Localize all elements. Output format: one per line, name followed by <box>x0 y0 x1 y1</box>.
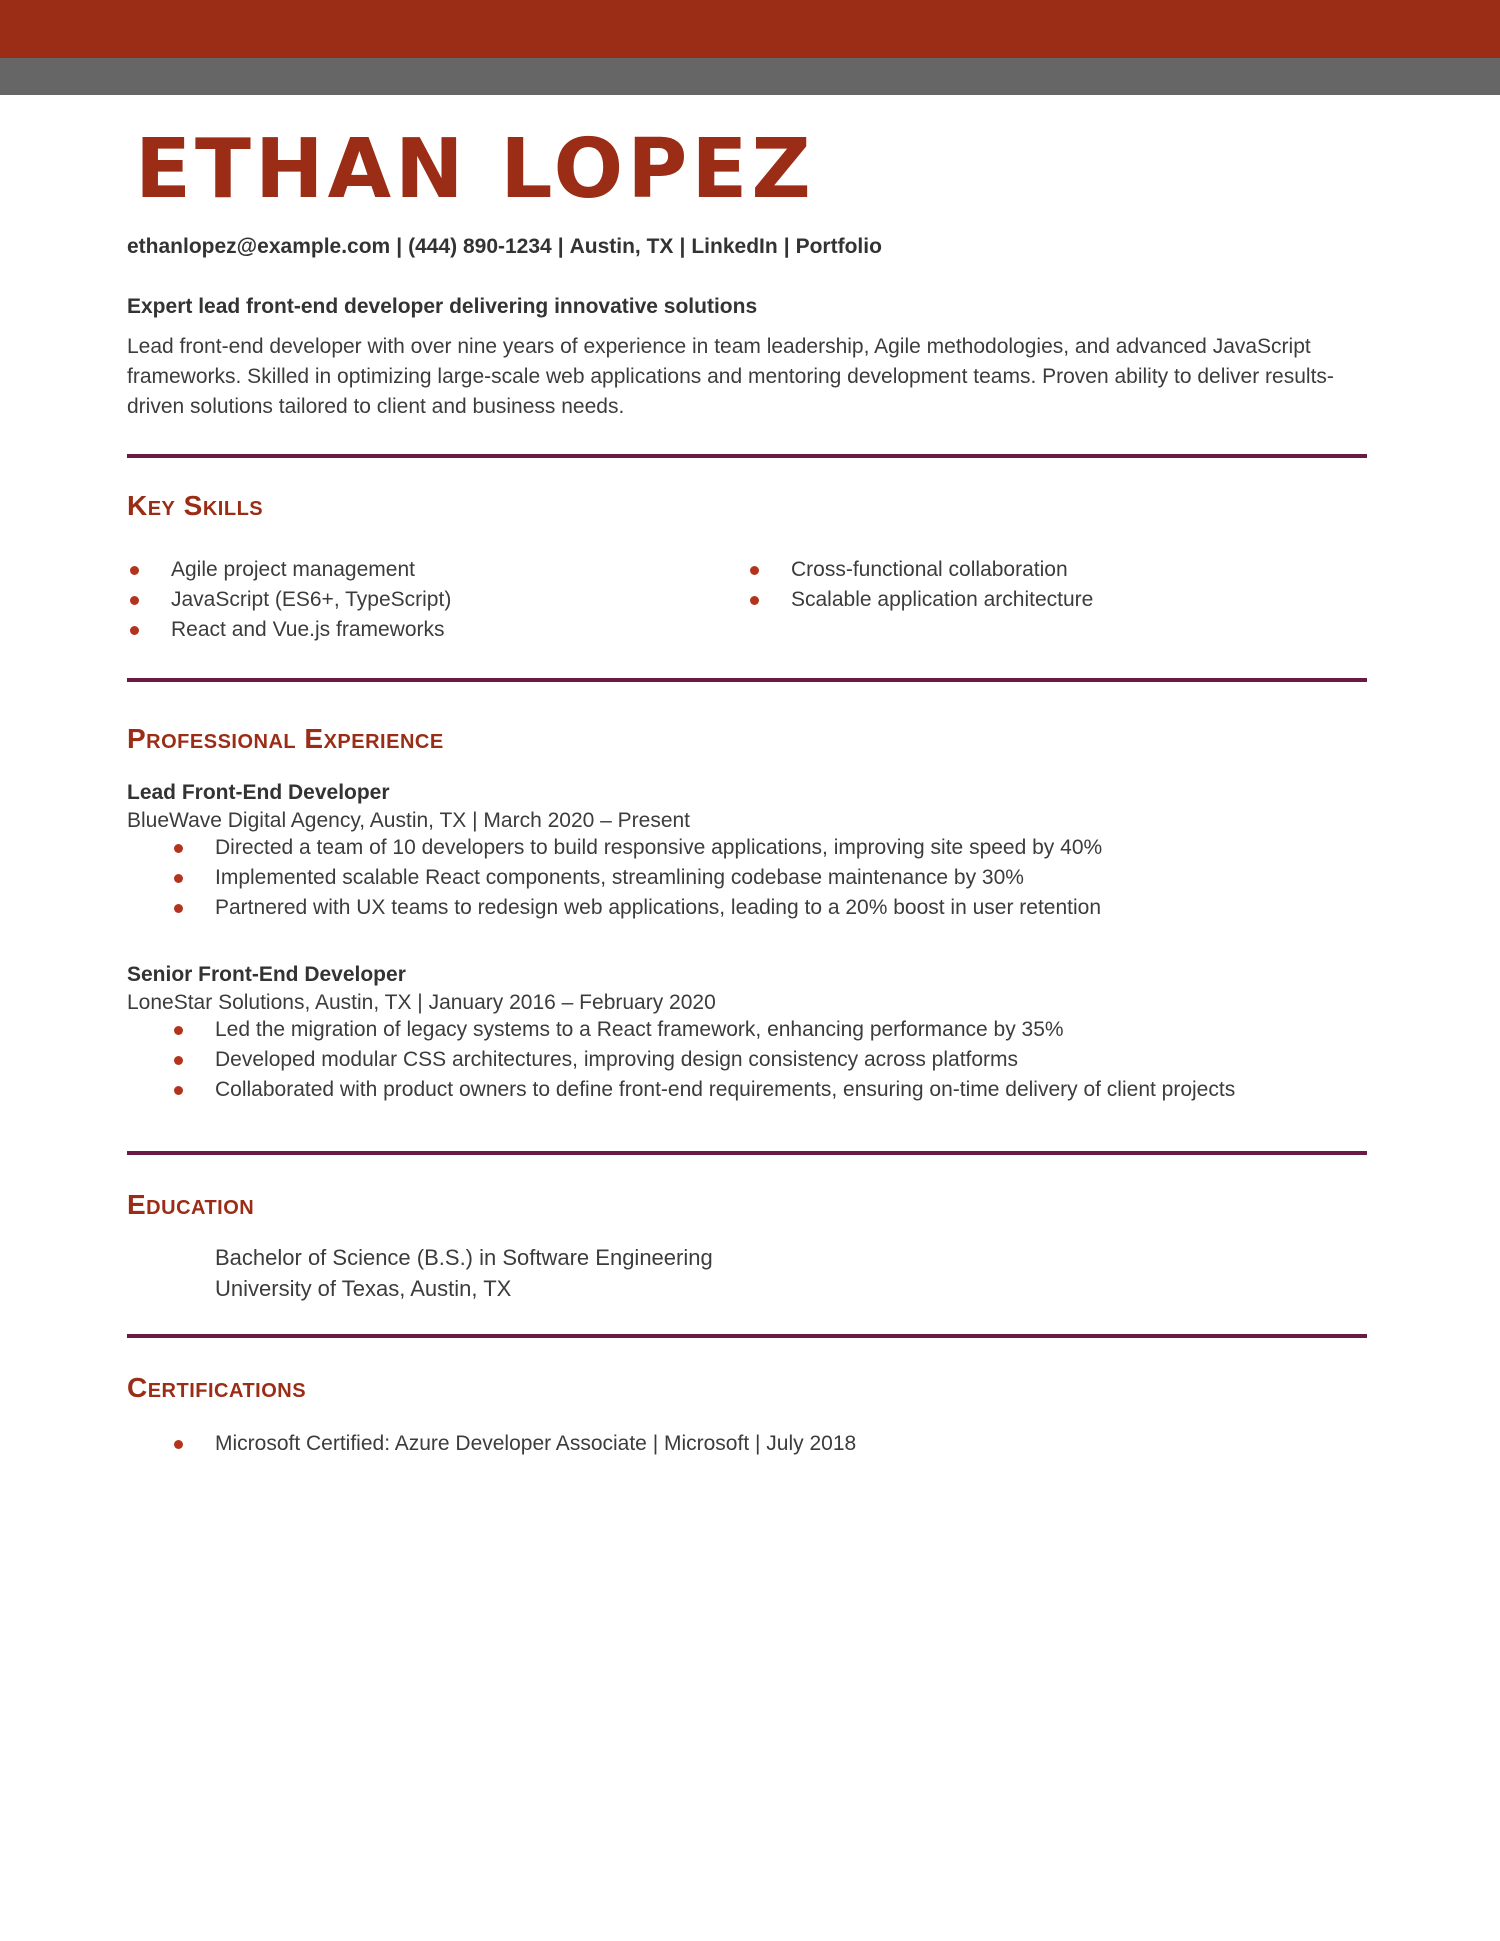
job-bullet: Implemented scalable React components, streamlining codebase maintenance by 30% <box>127 863 1367 893</box>
job-meta: LoneStar Solutions, Austin, TX | January 2016 – February 2020 <box>127 991 716 1015</box>
skill-item: Scalable application architecture <box>747 585 1367 615</box>
job-meta: BlueWave Digital Agency, Austin, TX | March 2020 – Present <box>127 809 691 833</box>
bullet-icon <box>174 1440 183 1449</box>
job-bullet: Led the migration of legacy systems to a React framework, enhancing performance by 35% <box>127 1015 1367 1045</box>
job-bullet: Collaborated with product owners to define front-end requirements, ensuring on-time delivery of client projects <box>127 1075 1367 1105</box>
skill-item: JavaScript (ES6+, TypeScript) <box>127 585 747 615</box>
skills-column-right <box>747 555 1367 645</box>
job-title: Lead Front-End Developer <box>127 781 390 805</box>
skills-list <box>127 555 1367 645</box>
contact-phone: (444) 890-1234 <box>408 235 552 259</box>
bullet-icon <box>174 1086 183 1095</box>
section-title-skills: Key Skills <box>127 490 264 522</box>
job-title: Senior Front-End Developer <box>127 963 406 987</box>
bullet-icon <box>174 874 183 883</box>
bullet-icon <box>174 844 183 853</box>
contact-portfolio-link[interactable]: Portfolio <box>795 235 882 259</box>
bullet-icon <box>130 626 139 635</box>
job-bullet: Developed modular CSS architectures, improving design consistency across platforms <box>127 1045 1367 1075</box>
contact-separator: | <box>679 235 686 259</box>
bullet-icon <box>130 566 139 575</box>
candidate-name: ETHAN LOPEZ <box>135 122 815 217</box>
resume-page <box>127 95 1367 1459</box>
skill-item: React and Vue.js frameworks <box>127 615 747 645</box>
bullet-icon <box>750 566 759 575</box>
skill-item: Agile project management <box>127 555 747 585</box>
certification-item: Microsoft Certified: Azure Developer Associate | Microsoft | July 2018 <box>127 1429 1367 1459</box>
job-bullet: Partnered with UX teams to redesign web applications, leading to a 20% boost in user retention <box>127 893 1367 923</box>
skills-column-left <box>127 555 747 645</box>
certifications-list <box>127 1429 1367 1459</box>
contact-separator: | <box>557 235 564 259</box>
job-entry <box>127 781 1367 923</box>
job-bullets <box>127 833 1367 923</box>
bullet-icon <box>174 904 183 913</box>
contact-separator: | <box>783 235 790 259</box>
section-title-education: Education <box>127 1189 255 1221</box>
bullet-icon <box>174 1026 183 1035</box>
professional-headline: Expert lead front-end developer delivering innovative solutions <box>127 295 758 319</box>
skill-item: Cross-functional collaboration <box>747 555 1367 585</box>
contact-email[interactable]: ethanlopez@example.com <box>127 235 391 259</box>
section-divider <box>127 678 1367 682</box>
contact-linkedin-link[interactable]: LinkedIn <box>691 235 778 259</box>
education-degree: Bachelor of Science (B.S.) in Software Engineering <box>215 1245 713 1271</box>
job-bullet: Directed a team of 10 developers to build responsive applications, improving site speed by 40% <box>127 833 1367 863</box>
header-accent-band <box>0 0 1500 58</box>
section-divider <box>127 1334 1367 1338</box>
job-bullets <box>127 1015 1367 1105</box>
bullet-icon <box>750 596 759 605</box>
section-title-certifications: Certifications <box>127 1372 307 1404</box>
header-gray-band <box>0 58 1500 95</box>
education-school: University of Texas, Austin, TX <box>215 1276 512 1302</box>
section-divider <box>127 454 1367 458</box>
bullet-icon <box>174 1056 183 1065</box>
professional-summary: Lead front-end developer with over nine years of experience in team leadership, Agile methodologies, and advanced JavaScript frameworks. Skilled in optimizing large-scale web applications and mentoring development teams. Proven ability to deliver results-driven solutions tailored to client and business needs. <box>127 335 1334 419</box>
contact-separator: | <box>396 235 403 259</box>
section-title-experience: Professional Experience <box>127 723 444 755</box>
bullet-icon <box>130 596 139 605</box>
job-entry <box>127 963 1367 1105</box>
section-divider <box>127 1151 1367 1155</box>
education-entry <box>215 1242 1367 1304</box>
contact-location: Austin, TX <box>569 235 674 259</box>
contact-line <box>127 235 1367 259</box>
